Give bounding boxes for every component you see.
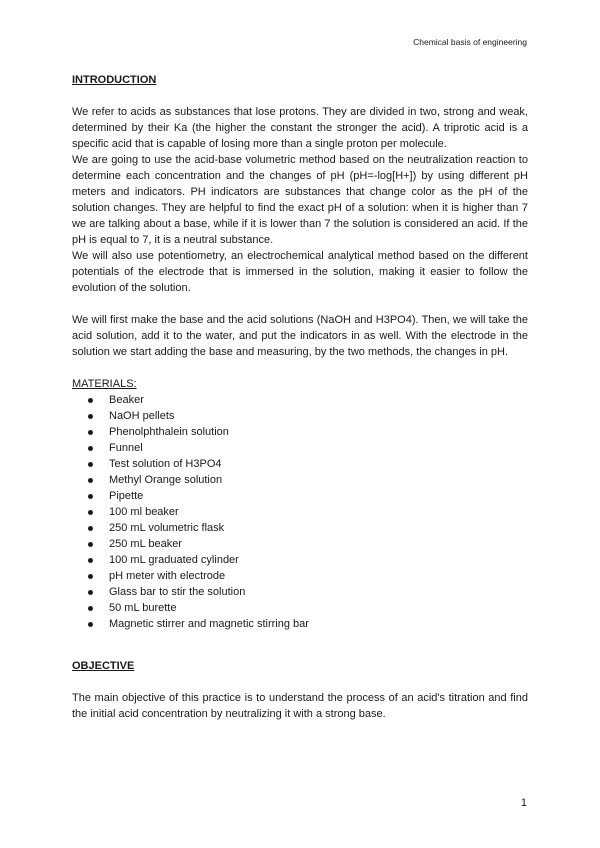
list-item	[88, 456, 528, 472]
list-item	[88, 504, 528, 520]
list-item-text: Magnetic stirrer and magnetic stirring bar	[109, 618, 309, 630]
list-item-text: Glass bar to stir the solution	[109, 586, 246, 598]
list-item-text: 100 mL graduated cylinder	[109, 554, 239, 566]
bullet-icon	[88, 590, 93, 595]
running-header: Chemical basis of engineering	[413, 37, 527, 47]
bullet-icon	[88, 622, 93, 627]
page-number: 1	[520, 797, 527, 809]
list-item	[88, 488, 528, 504]
introduction-heading: INTRODUCTION	[72, 74, 157, 86]
list-item	[88, 552, 528, 568]
bullet-icon	[88, 542, 93, 547]
list-item-text: Methyl Orange solution	[109, 474, 223, 486]
list-item	[88, 472, 528, 488]
introduction-paragraph-1: We refer to acids as substances that lose protons. They are divided in two, strong and weak, determined by their Ka (the higher the constant the stronger the acid). A triprotic acid is a specific acid that is capable of losing more than a single proton per molecule.	[72, 106, 528, 150]
introduction-paragraph-4: We will first make the base and the acid solutions (NaOH and H3PO4). Then, we will take the acid solution, add it to the water, and put the indicators in as well. With the electrode in the solution we start adding the base and measuring, by the two methods, the changes in pH.	[72, 314, 528, 358]
list-item	[88, 600, 528, 616]
bullet-icon	[88, 558, 93, 563]
list-item-text: Phenolphthalein solution	[109, 426, 229, 438]
page-content	[72, 72, 528, 722]
bullet-icon	[88, 526, 93, 531]
list-item	[88, 424, 528, 440]
list-item-text: NaOH pellets	[109, 410, 175, 422]
materials-list	[72, 392, 528, 632]
materials-heading: MATERIALS:	[72, 378, 137, 390]
list-item	[88, 584, 528, 600]
list-item	[88, 392, 528, 408]
objective-heading: OBJECTIVE	[72, 660, 135, 672]
list-item-text: Pipette	[109, 490, 144, 502]
list-item-text: Test solution of H3PO4	[109, 458, 222, 470]
list-item-text: pH meter with electrode	[109, 570, 226, 582]
bullet-icon	[88, 494, 93, 499]
list-item-text: 50 mL burette	[109, 602, 177, 614]
list-item-text: 250 mL volumetric flask	[109, 522, 225, 534]
list-item	[88, 408, 528, 424]
list-item-text: Beaker	[109, 394, 144, 406]
introduction-paragraph-2: We are going to use the acid-base volumetric method based on the neutralization reaction to determine each concentration and the changes of pH (pH=-log[H+]) by using different pH meters and indicators. PH indicators are substances that change color as the pH of the solution changes. They are helpful to find the exact pH of a solution: when it is higher than 7 we are talking about a base, while if it is lower than 7 the solution is considered an acid. If the pH is equal to 7, it is a neutral substance.	[72, 154, 528, 246]
bullet-icon	[88, 574, 93, 579]
bullet-icon	[88, 478, 93, 483]
bullet-icon	[88, 430, 93, 435]
list-item	[88, 440, 528, 456]
bullet-icon	[88, 446, 93, 451]
bullet-icon	[88, 414, 93, 419]
list-item	[88, 568, 528, 584]
list-item-text: 100 ml beaker	[109, 506, 179, 518]
list-item	[88, 520, 528, 536]
introduction-paragraph-3: We will also use potentiometry, an electrochemical analytical method based on the different potentials of the electrode that is immersed in the solution, making it easier to follow the evolution of the solution.	[72, 250, 528, 294]
list-item-text: 250 mL beaker	[109, 538, 182, 550]
objective-paragraph: The main objective of this practice is to understand the process of an acid's titration and find the initial acid concentration by neutralizing it with a strong base.	[72, 692, 528, 720]
bullet-icon	[88, 398, 93, 403]
list-item-text: Funnel	[109, 442, 143, 454]
bullet-icon	[88, 606, 93, 611]
list-item	[88, 536, 528, 552]
bullet-icon	[88, 462, 93, 467]
list-item	[88, 616, 528, 632]
bullet-icon	[88, 510, 93, 515]
